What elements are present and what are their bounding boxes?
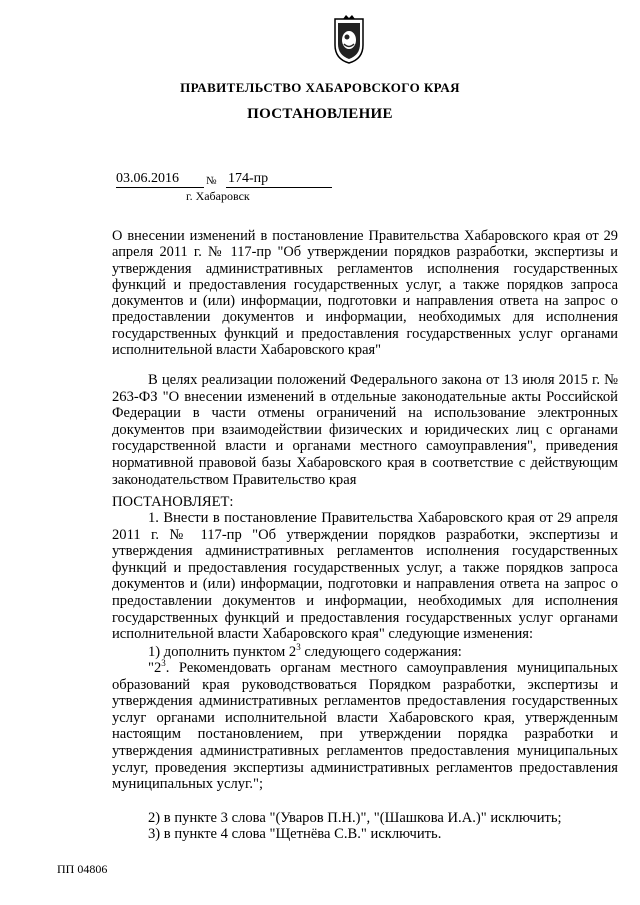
subitem-3: 3) в пункте 4 слова "Щетнёва С.В." исключить. [148, 826, 442, 842]
resolves-heading: ПОСТАНОВЛЯЕТ: [112, 494, 234, 510]
government-name: ПРАВИТЕЛЬСТВО ХАБАРОВСКОГО КРАЯ [180, 80, 460, 95]
subitem-2: 2) в пункте 3 слова "(Уваров П.Н.)", "(Шашкова И.А.)" исключить; [148, 810, 562, 826]
coat-of-arms-icon [329, 15, 369, 65]
quoted-clause [112, 660, 618, 793]
quoted-clause-superscript: 3 [161, 658, 166, 669]
preamble: В целях реализации положений Федерального закона от 13 июля 2015 г. № 263-ФЗ "О внесении изменений в отдельные законодательные акты Российской Федерации в части отмены ограничений на использование электронных документов при взаимодействии физических и юридических лиц с органами государственной власти и органами местного самоуправления", приведения нормативной правовой базы Хабаровского края в соответствие с действующим законодательством Правительство края [112, 372, 618, 488]
subitem-1-text: 1) дополнить пунктом 2 [148, 644, 297, 660]
subitem-1 [112, 644, 618, 661]
document-date: 03.06.2016 [116, 171, 204, 188]
subitem-1-superscript: 3 [296, 642, 301, 653]
city: г. Хабаровск [186, 189, 250, 203]
document-number: 174-пр [226, 171, 332, 188]
document-title: О внесении изменений в постановление Правительства Хабаровского края от 29 апреля 2011 г. № 117-пр "Об утверждении порядков разработки, экспертизы и утверждения административных регламентов исполнения государственных функций и предоставления государственных услуг, а также порядков запроса документов и (или) информации, подготовки и направления ответа на запрос о предоставлении документов и информации, необходимых для исполнения государственных функций и предоставления государственных услуг органами исполнительной власти Хабаровского края" [112, 228, 618, 359]
quoted-clause-number: "2 [148, 660, 162, 676]
footer-code: ПП 04806 [57, 862, 108, 876]
item-1: 1. Внести в постановление Правительства Хабаровского края от 29 апреля 2011 г. № 117-пр "Об утверждении порядков разработки, экспертизы и утверждения административных регламентов исполнения государственных функций и предоставления государственных услуг, а также порядков запроса документов и (или) информации, подготовки и направления ответа на запрос о предоставлении документов и информации, необходимых для исполнения государственных функций и предоставления государственных услуг органами исполнительной власти Хабаровского края" следующие изменения: [112, 510, 618, 643]
subitem-1-tail: следующего содержания: [300, 644, 462, 660]
quoted-clause-text: . Рекомендовать органам местного самоуправления муниципальных образований края руководствоваться Порядком разработки, экспертизы и утверждения административных регламентов предоставления государственных услуг органами исполнительной власти Хабаровского края, утвержденным настоящим постановлением, при утверждении порядка разработки и утверждения административных регламентов предоставления муниципальных услуг, проведения экспертизы административных регламентов предоставления муниципальных услуг."; [112, 660, 618, 793]
document-type: ПОСТАНОВЛЕНИЕ [247, 106, 393, 122]
number-sign: № [206, 175, 217, 187]
